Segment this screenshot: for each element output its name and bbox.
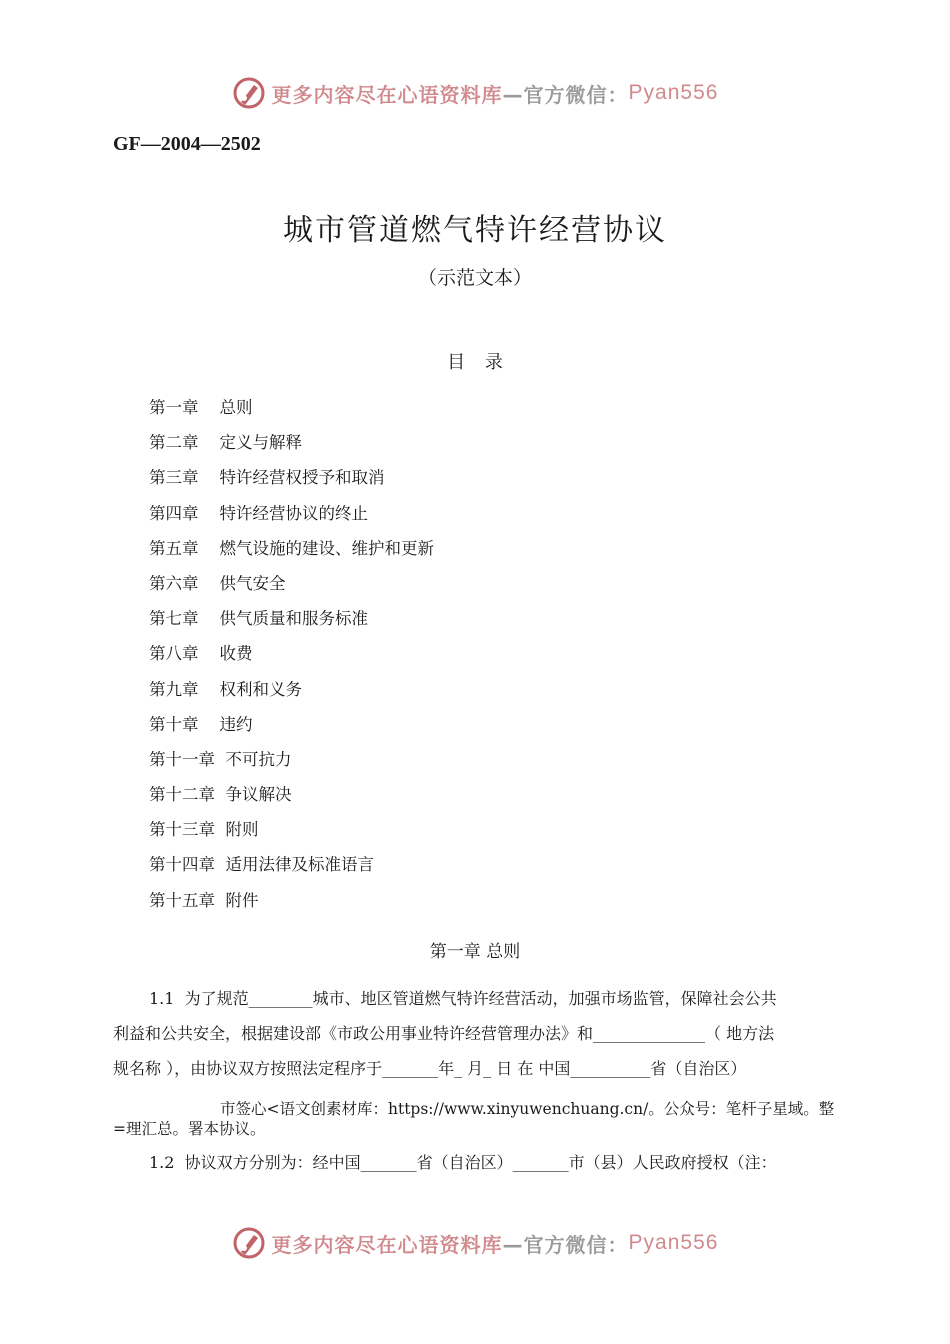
toc-item: 第十章 违约 — [149, 714, 253, 734]
toc-item: 第九章 权利和义务 — [149, 679, 302, 699]
banner-text-main: 更多内容尽在心语资料库 — [271, 82, 503, 107]
toc-item: 第七章 供气质量和服务标准 — [149, 609, 368, 629]
paragraph-line: 1.1 为了规范________城市、地区管道燃气特许经营活动，加强市场监管，保障社会公共 — [149, 989, 777, 1008]
toc-item: 第二章 定义与解释 — [149, 433, 302, 453]
toc-item: 第四章 特许经营协议的终止 — [149, 503, 368, 523]
toc-item: 第三章 特许经营权授予和取消 — [149, 468, 385, 488]
toc-item: 第五章 燃气设施的建设、维护和更新 — [149, 538, 434, 558]
toc-item: 第十二章 争议解决 — [149, 785, 292, 805]
pen-logo-icon — [232, 76, 266, 110]
banner-text-wechat-id: Pyan556 — [628, 1231, 719, 1254]
paragraph-line: 利益和公共安全，根据建设部《市政公用事业特许经营管理办法》和______________（ 地方法 — [113, 1024, 775, 1043]
toc-item: 第六章 供气安全 — [149, 573, 286, 593]
banner-text-wechat-id: Pyan556 — [628, 81, 719, 104]
paragraph-line: 1.2 协议双方分别为：经中国_______省（自治区）_______市（县）人民政府授权（注： — [149, 1153, 777, 1172]
document-code: GF—2004—2502 — [113, 133, 261, 155]
paragraph-line: 市签心<语文创素材库：https://www.xinyuwenchuang.cn/。公众号：笔杆子星域。整 — [220, 1100, 835, 1118]
toc-item: 第十三章 附则 — [149, 820, 259, 840]
toc-item: 第十一章 不可抗力 — [149, 749, 292, 769]
header-watermark-banner — [0, 73, 950, 113]
banner-text-wechat-label: —官方微信： — [502, 82, 629, 107]
footer-watermark-banner — [0, 1223, 950, 1263]
banner-text-main: 更多内容尽在心语资料库 — [271, 1232, 503, 1257]
toc-item: 第八章 收费 — [149, 644, 253, 664]
paragraph-line: 规名称 ），由协议双方按照法定程序于_______年_ 月_ 日 在 中国__________省（自治区） — [113, 1059, 747, 1078]
toc-heading: 目 录 — [447, 352, 503, 373]
banner-text-wechat-label: —官方微信： — [502, 1232, 629, 1257]
pen-logo-icon — [232, 1226, 266, 1260]
paragraph-line: =理汇总。署本协议。 — [113, 1120, 266, 1138]
chapter-heading: 第一章 总则 — [429, 942, 521, 962]
toc-item: 第十五章 附件 — [149, 890, 259, 910]
document-title: 城市管道燃气特许经营协议 — [283, 213, 667, 248]
toc-item: 第一章 总则 — [149, 398, 253, 417]
toc-item: 第十四章 适用法律及标准语言 — [149, 855, 374, 875]
document-subtitle: （示范文本） — [417, 267, 532, 289]
table-of-contents — [149, 395, 434, 923]
